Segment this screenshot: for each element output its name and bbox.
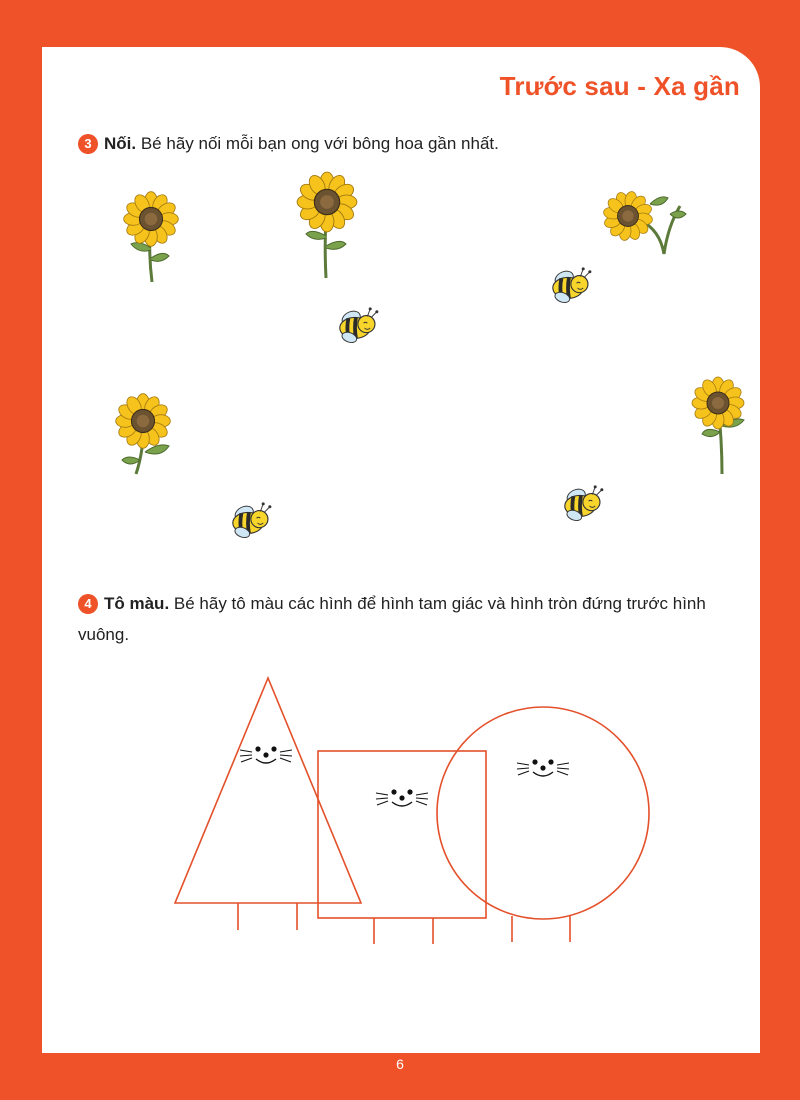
square-shape [318,751,486,944]
sunflower-1 [124,192,179,282]
task-3-text: Bé hãy nối mỗi bạn ong với bông hoa gần nhất. [140,134,499,153]
circle-shape [437,707,649,942]
bee-4 [565,485,604,522]
sunflower-2 [297,172,357,278]
task-3-number: 3 [78,134,98,154]
bee-1 [553,267,592,304]
sunflower-3 [596,184,686,254]
bee-2 [340,307,379,344]
task-4-number: 4 [78,594,98,614]
task-4-text: Bé hãy tô màu các hình để hình tam giác và hình tròn đứng trước hình vuông. [78,594,706,644]
triangle-face [240,746,292,763]
task-3-label: Nối. [104,134,137,153]
task-4-label: Tô màu. [104,594,170,613]
bee-3 [233,502,272,539]
triangle-shape [175,678,361,930]
sunflower-5 [692,377,744,474]
square-face [376,789,428,806]
page-number: 6 [396,1056,404,1072]
circle-face [517,759,569,776]
sunflower-4 [116,394,171,474]
page-title: Trước sau - Xa gần [499,71,740,101]
